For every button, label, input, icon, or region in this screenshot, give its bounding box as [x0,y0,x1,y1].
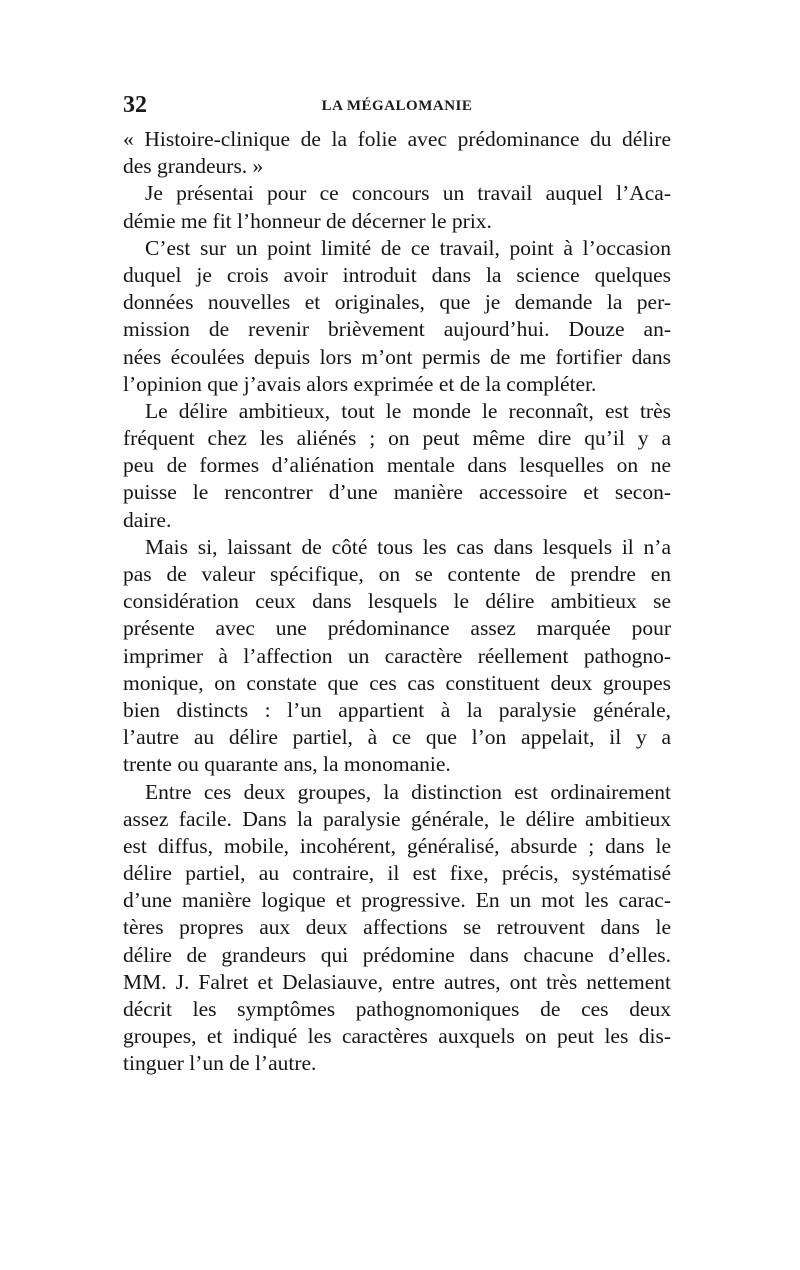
text-line: daire. [123,507,172,532]
text-line: nées écoulées depuis lors m’ont permis de me fortifier dans [123,344,671,369]
paragraph [123,779,671,1078]
text-line: Mais si, laissant de côté tous les cas dans lesquels il n’a [145,534,671,559]
text-line: l’opinion que j’avais alors exprimée et de la compléter. [123,371,597,396]
text-line: tinguer l’un de l’autre. [123,1051,317,1076]
text-line: bien distincts : l’un appartient à la paralysie générale, [123,697,671,722]
text-line: Entre ces deux groupes, la distinction est ordinairement [145,779,671,804]
text-line: puisse le rencontrer d’une manière accessoire et secon- [123,480,671,505]
text-line: délire partiel, au contraire, il est fixe, précis, systématisé [123,861,671,886]
text-line: imprimer à l’affection un caractère réellement pathogno- [123,643,671,668]
text-line: peu de formes d’aliénation mentale dans lesquelles on ne [123,453,671,478]
paragraph [123,235,671,398]
text-line: assez facile. Dans la paralysie générale, le délire ambitieux [123,806,671,831]
text-line: monique, on constate que ces cas constituent deux groupes [123,670,671,695]
text-line: trente ou quarante ans, la monomanie. [123,752,451,777]
page-body [123,126,671,1078]
page-header [123,92,671,120]
text-line: pas de valeur spécifique, on se contente de prendre en [123,562,671,586]
text-line: considération ceux dans lesquels le délire ambitieux se [123,589,671,614]
text-line: Je présentai pour ce concours un travail auquel l’Aca- [145,181,671,206]
page-number: 32 [123,92,147,118]
text-line: décrit les symptômes pathognomoniques de ces deux [123,997,671,1021]
text-line: est diffus, mobile, incohérent, généralisé, absurde ; dans le [123,833,671,858]
text-line: d’une manière logique et progressive. En un mot les carac- [123,888,671,913]
text-line: l’autre au délire partiel, à ce que l’on appelait, il y a [123,725,671,750]
paragraph [123,180,671,234]
paragraph [123,126,671,180]
text-line: démie me fit l’honneur de décerner le prix. [123,208,492,233]
text-line: « Histoire-clinique de la folie avec prédominance du délire [123,127,671,151]
text-line: mission de revenir brièvement aujourd’hui. Douze an- [123,317,671,342]
paragraph [123,398,671,534]
text-line: tères propres aux deux affections se retrouvent dans le [123,915,671,940]
text-line: MM. J. Falret et Delasiauve, entre autres, ont très nettement [123,969,671,994]
text-line: duquel je crois avoir introduit dans la science quelques [123,262,671,287]
running-title: LA MÉGALOMANIE [321,98,473,114]
paragraph [123,534,671,779]
text-line: délire de grandeurs qui prédomine dans chacune d’elles. [123,942,671,967]
text-line: données nouvelles et originales, que je demande la per- [123,290,671,315]
text-line: des grandeurs. » [123,154,264,179]
text-line: fréquent chez les aliénés ; on peut même dire qu’il y a [123,426,671,451]
text-line: groupes, et indiqué les caractères auxquels on peut les dis- [123,1024,671,1049]
text-line: présente avec une prédominance assez marquée pour [123,616,671,641]
text-line: C’est sur un point limité de ce travail, point à l’occasion [145,235,671,260]
text-line: Le délire ambitieux, tout le monde le reconnaît, est très [145,398,671,423]
